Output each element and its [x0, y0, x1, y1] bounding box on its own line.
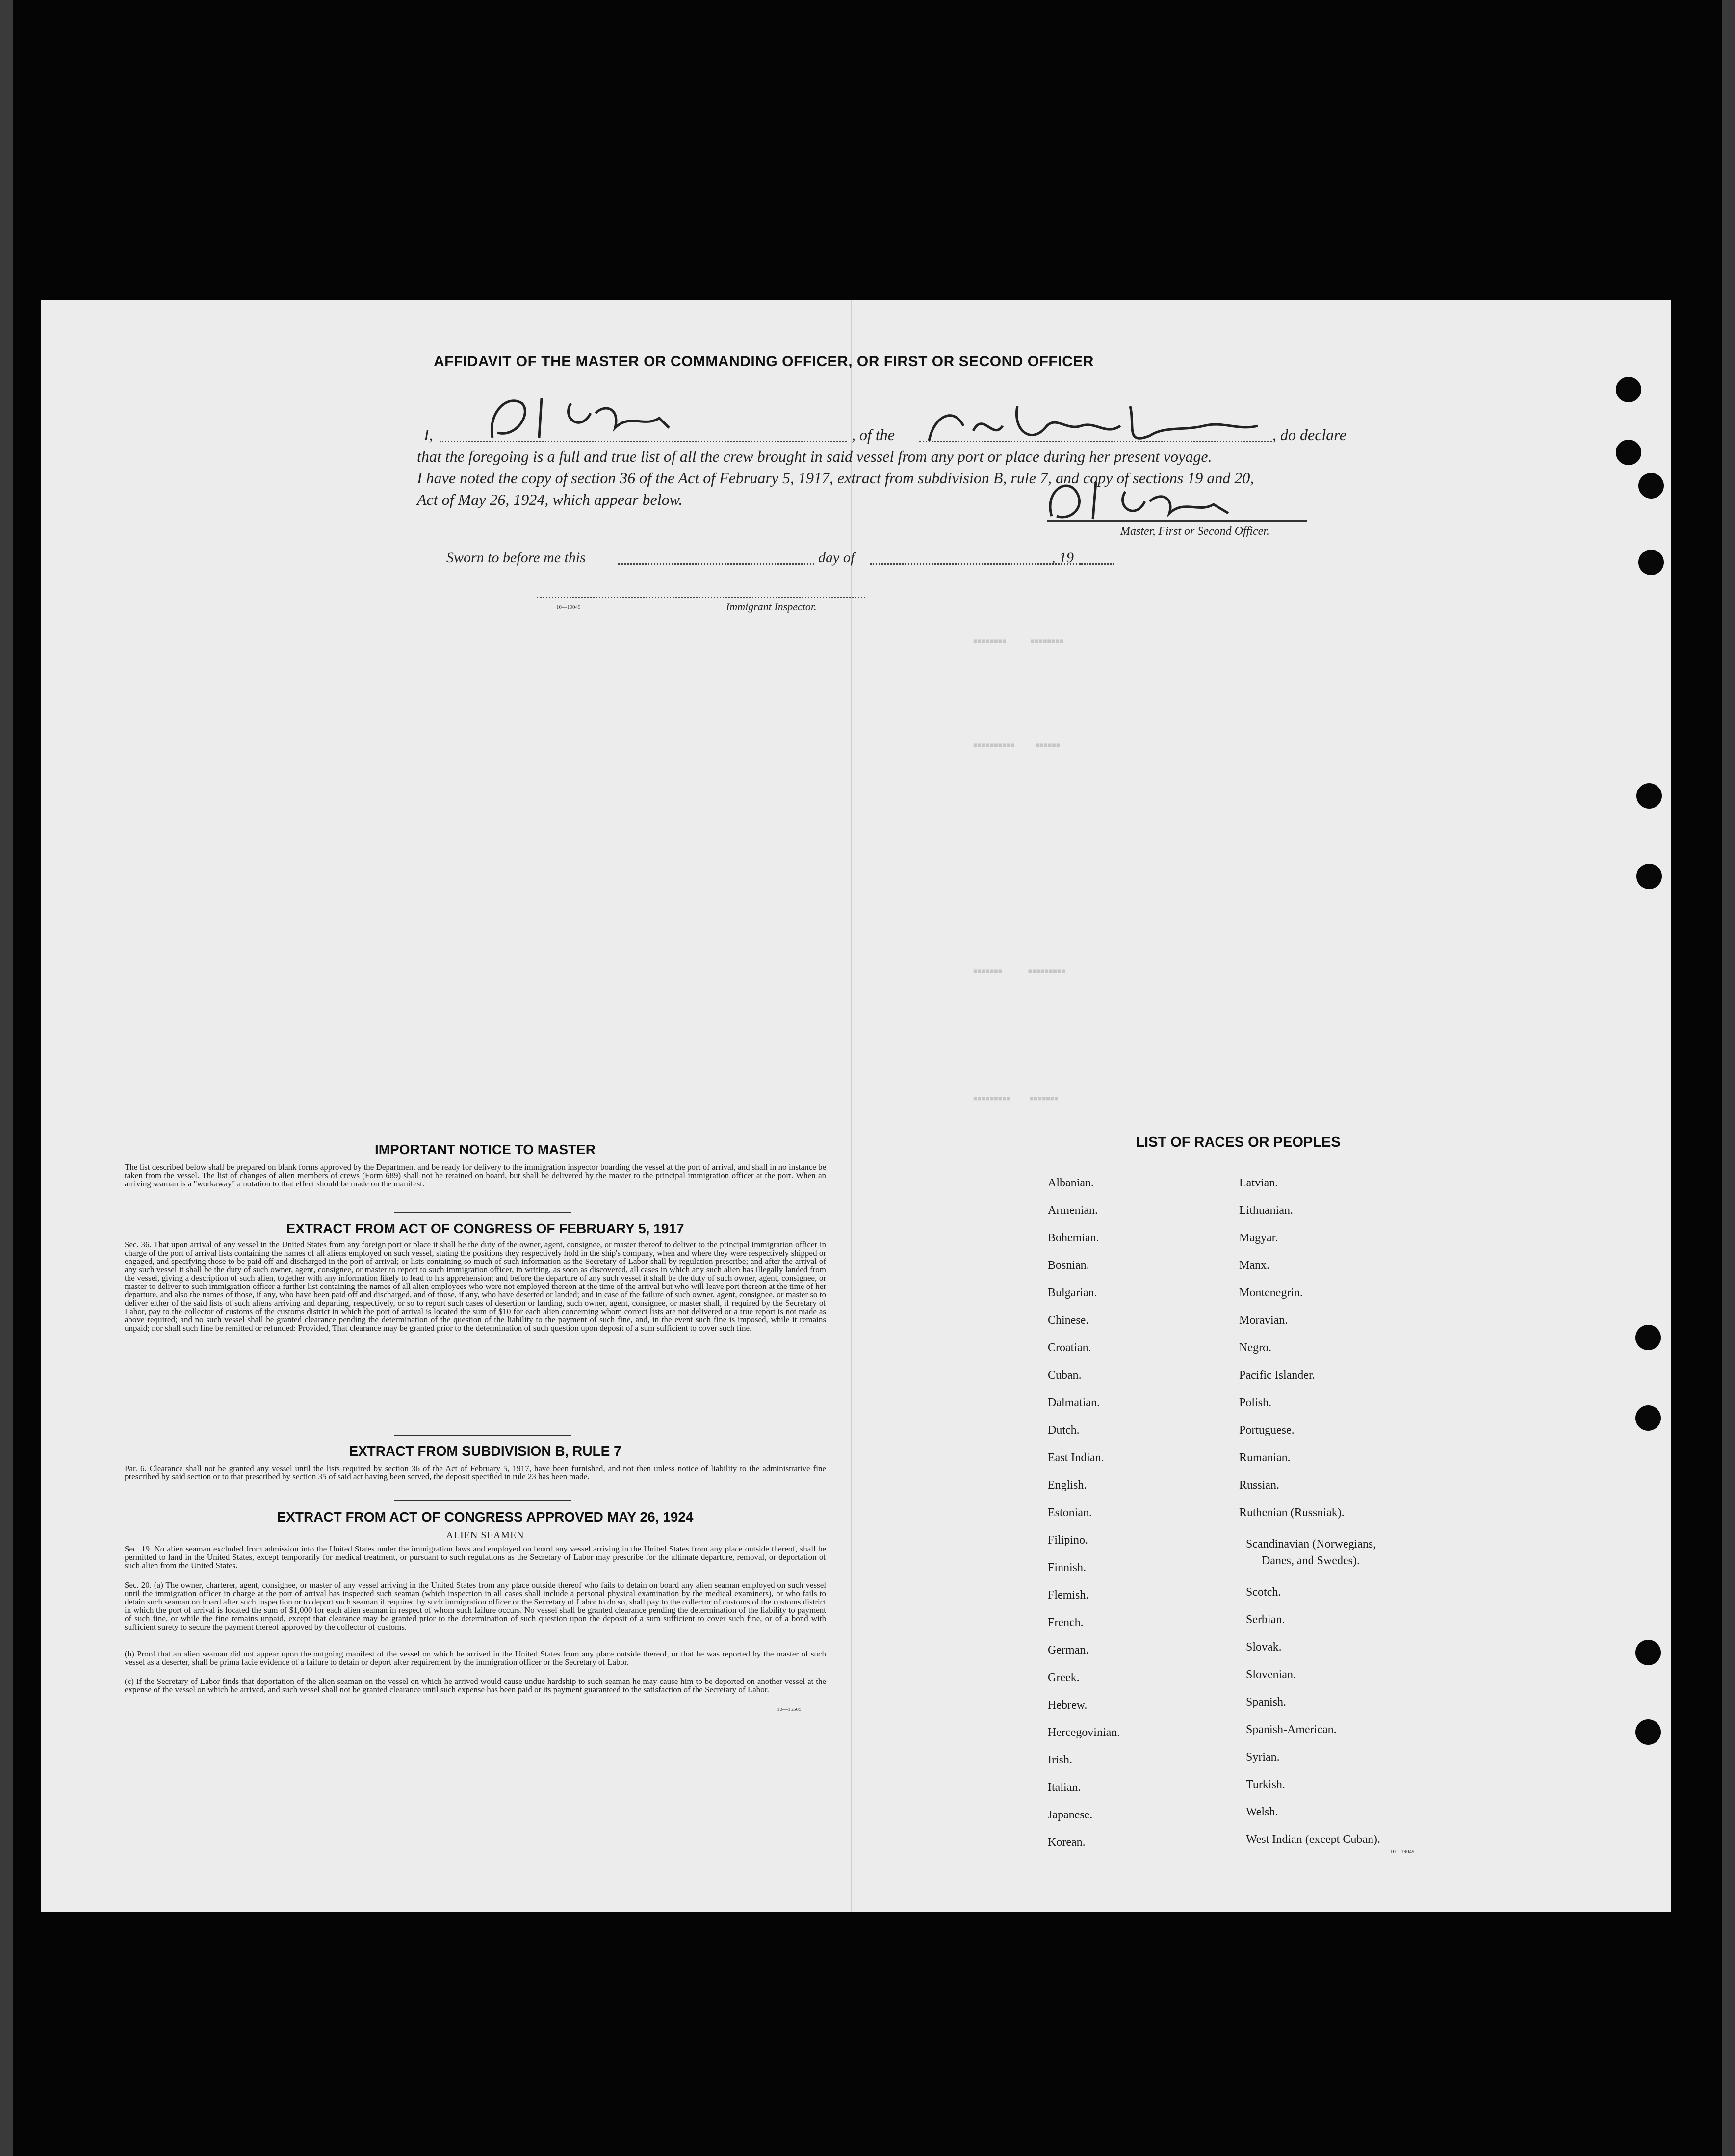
race-item: Albanian.: [1048, 1177, 1094, 1189]
extract-1917-body: Sec. 36. That upon arrival of any vessel in the United States from any foreign port or place it shall be the duty of the owner, agent, consignee, or master thereof to deliver to the principal immigration officer in charge of the port of arrival lists containing the names of all aliens employed on such vessel, stating the positions they respectively hold in the ship's company, when and where they were respectively shipped or engaged, and specifying those to be paid off and discharged in the port of arrival; or lists containing so much of such information as the Secretary of Labor shall by regulation prescribe; and after the arrival of any such vessel it shall be the duty of such owner, agent, consignee, or master to report to such immigration officer, in writing, as soon as discovered, all cases in which any such alien has illegally landed from the vessel, giving a description of such alien, together with any information likely to lead to his apprehension; and before the departure of any such vessel it shall be the duty of such owner, agent, consignee, or master to deliver to such immigration officer a further list containing the names of all alien employees who were not employed thereon at the time of the arrival but who will leave port thereon at the time of her departure, and also the names of those, if any, who have been paid off and discharged, and of those, if any, who have deserted or landed; and in case of the failure of such owner, agent, consignee, or master so to deliver either of the said lists of such aliens arriving and departing, respectively, or so to report such cases of desertion or landing, such owner, agent, consignee, or master shall, if required by the Secretary of Labor, pay to the collector of customs of the customs district in which the port of arrival is located the sum of $10 for each alien concerning whom correct lists are not delivered or a true report is not made as above required; and no such vessel shall be granted clearance pending the determination of the question of the liability to the payment of such fine, and, in the event such fine is imposed, while it remains unpaid; nor shall such fine be remitted or refunded: Provided, That clearance may be granted prior to the determination of such question upon deposit of a sum sufficient to cover such fine.: [125, 1240, 826, 1333]
race-item: Dutch.: [1048, 1424, 1080, 1437]
officer-signature-line: [1047, 520, 1307, 522]
extract-1924-subtitle: ALIEN SEAMEN: [446, 1530, 524, 1541]
affidavit-line1-mid: , of the: [852, 426, 895, 444]
punch-hole: [1636, 783, 1662, 809]
race-item: Flemish.: [1048, 1589, 1089, 1602]
race-item: Spanish.: [1246, 1696, 1287, 1709]
film-edge-left: [0, 0, 13, 2156]
race-item: Hercegovinian.: [1048, 1726, 1120, 1739]
race-item: Irish.: [1048, 1754, 1072, 1766]
inspector-signature-blank: [537, 597, 865, 598]
race-item: Russian.: [1239, 1479, 1280, 1492]
extract-rule7-body: Par. 6. Clearance shall not be granted any vessel until the lists required by section 36 of the Act of February 5, 1917, have been furnished, and not then unless notice of liability to the administrative fine prescribed by said section or to that prescribed by section 35 of said act having been served, the deposit specified in rule 23 has been made.: [125, 1464, 826, 1481]
races-form-number: 10—19049: [1390, 1849, 1415, 1855]
race-item: Latvian.: [1239, 1177, 1278, 1189]
section-divider: [394, 1212, 571, 1213]
punch-hole: [1638, 473, 1664, 499]
race-item: Cuban.: [1048, 1369, 1082, 1382]
punch-hole: [1635, 1325, 1661, 1350]
race-item: Moravian.: [1239, 1314, 1288, 1327]
race-item: Hebrew.: [1048, 1699, 1088, 1711]
punch-hole: [1635, 1405, 1661, 1431]
race-item: Greek.: [1048, 1671, 1080, 1684]
affidavit-line3: I have noted the copy of section 36 of the Act of February 5, 1917, extract from subdivision B, rule 7, and copy of sections 19 and 20,: [417, 469, 1254, 487]
affidavit-line4: Act of May 26, 1924, which appear below.: [417, 491, 683, 508]
extract-form-number: 10—15509: [777, 1707, 802, 1712]
affidavit-line1-start: I,: [424, 426, 433, 444]
race-item: Finnish.: [1048, 1561, 1087, 1574]
master-signature: [483, 384, 748, 447]
section-divider: [394, 1435, 571, 1436]
race-item: Manx.: [1239, 1259, 1269, 1272]
affidavit-title: AFFIDAVIT OF THE MASTER OR COMMANDING OFFICER, OR FIRST OR SECOND OFFICER: [434, 353, 1094, 369]
punch-hole: [1616, 440, 1641, 465]
sworn-line-start: Sworn to before me this: [446, 550, 586, 566]
bleed-through-row: ■■■■■■■ ■■■■■■■■■: [973, 968, 1065, 975]
race-item: Scotch.: [1246, 1586, 1281, 1599]
inspector-caption: Immigrant Inspector.: [726, 601, 817, 613]
bleed-through-row: ■■■■■■■■■■ ■■■■■■: [973, 742, 1061, 749]
punch-hole: [1636, 864, 1662, 889]
races-title: LIST OF RACES OR PEOPLES: [1136, 1134, 1341, 1150]
race-item: Dalmatian.: [1048, 1396, 1100, 1409]
race-item: East Indian.: [1048, 1451, 1104, 1464]
bleed-through-row: ■■■■■■■■ ■■■■■■■■: [973, 638, 1064, 645]
vessel-name-handwriting: [919, 396, 1272, 450]
officer-signature: [1042, 472, 1277, 526]
race-item: French.: [1048, 1616, 1084, 1629]
race-item: Bulgarian.: [1048, 1287, 1097, 1299]
race-item: Serbian.: [1246, 1613, 1285, 1626]
section-divider: [394, 1500, 571, 1501]
affidavit-line2: that the foregoing is a full and true list of all the crew brought in said vessel from any port or place during her present voyage.: [417, 447, 1212, 465]
affidavit-line1-end: , do declare: [1272, 426, 1347, 444]
officer-caption: Master, First or Second Officer.: [1120, 525, 1269, 538]
race-item: Polish.: [1239, 1396, 1272, 1409]
notice-title: IMPORTANT NOTICE TO MASTER: [374, 1142, 596, 1157]
punch-hole: [1616, 377, 1641, 402]
race-item: Chinese.: [1048, 1314, 1089, 1327]
race-item: Filipino.: [1048, 1534, 1088, 1547]
race-item: Pacific Islander.: [1239, 1369, 1315, 1382]
race-item: Negro.: [1239, 1341, 1271, 1354]
race-item: Portuguese.: [1239, 1424, 1295, 1437]
film-edge-right: [1722, 0, 1735, 2156]
race-item: Montenegrin.: [1239, 1287, 1303, 1299]
race-item: Turkish.: [1246, 1778, 1285, 1791]
race-item: West Indian (except Cuban).: [1246, 1833, 1380, 1846]
extract-1924-title: EXTRACT FROM ACT OF CONGRESS APPROVED MAY 26, 1924: [277, 1509, 694, 1525]
race-item: Korean.: [1048, 1836, 1086, 1849]
race-item-continued: Danes, and Swedes).: [1262, 1554, 1360, 1567]
punch-hole: [1635, 1640, 1661, 1665]
race-item: Rumanian.: [1239, 1451, 1291, 1464]
extract-1924-sec20a: Sec. 20. (a) The owner, charterer, agent, consignee, or master of any vessel arriving in the United States from any place outside thereof who fails to detain on board any alien seaman employed on such vessel until the immigration officer in charge at the port of arrival has inspected such seaman (which inspection in all cases shall include a personal physical examination by the medical examiners), or who fails to detain such seaman on board after such inspection or to deport such seaman if required by such immigration officer or the Secretary of Labor to do so, shall pay to the collector of customs of the customs district in which the port of arrival is located the sum of $1,000 for each alien seaman in respect of whom such failure occurs. No vessel shall be granted clearance pending the determination of the liability to payment of such fine, or while the fine remains unpaid, except that clearance may be granted prior to the determination of such question upon the deposit of a sum sufficient to cover such fine, or of a bond with sufficient surety to secure the payment thereof approved by the collector of customs.: [125, 1580, 826, 1631]
race-item: German.: [1048, 1644, 1089, 1656]
page-fold: [851, 300, 852, 1912]
punch-hole: [1638, 550, 1664, 575]
race-item: Lithuanian.: [1239, 1204, 1293, 1217]
race-item: Italian.: [1048, 1781, 1081, 1794]
race-item: Bohemian.: [1048, 1232, 1099, 1244]
race-item: Armenian.: [1048, 1204, 1098, 1217]
sworn-line-year: , 19: [1052, 550, 1074, 566]
race-item: Ruthenian (Russniak).: [1239, 1506, 1345, 1519]
race-item: Spanish-American.: [1246, 1723, 1337, 1736]
extract-1917-title: EXTRACT FROM ACT OF CONGRESS OF FEBRUARY 5, 1917: [286, 1221, 684, 1236]
affidavit-form-number: 10—19049: [556, 605, 581, 610]
extract-1924-sec20b: (b) Proof that an alien seaman did not appear upon the outgoing manifest of the vessel on which he arrived in the United States from any place outside thereof, or that he was reported by the master of such vessel as a deserter, shall be prima facie evidence of a failure to detain or deport after requirement by the immigration officer or the Secretary of Labor.: [125, 1649, 826, 1667]
race-item: Croatian.: [1048, 1341, 1091, 1354]
race-item: Scandinavian (Norwegians,: [1246, 1538, 1376, 1551]
race-item: Slovak.: [1246, 1641, 1282, 1654]
race-item: Welsh.: [1246, 1806, 1278, 1818]
notice-body: The list described below shall be prepared on blank forms approved by the Department and be ready for delivery to the immigration inspector boarding the vessel at the port of arrival, and shall in no instance be taken from the vessel. The list of changes of alien members of crews (Form 689) shall not be retained on board, but shall be delivered by the master to the principal immigration officer at the port. When an arriving seaman is a "workaway" a notation to that effect should be made on the manifest.: [125, 1162, 826, 1188]
sworn-date-blank: [618, 563, 814, 565]
race-item: Syrian.: [1246, 1751, 1280, 1763]
bleed-through-row: ■■■■■■■■■ ■■■■■■■: [973, 1095, 1059, 1103]
race-item: English.: [1048, 1479, 1087, 1492]
manifest-page: [41, 300, 1671, 1912]
race-item: Magyar.: [1239, 1232, 1278, 1244]
race-item: Slovenian.: [1246, 1668, 1296, 1681]
race-item: Japanese.: [1048, 1809, 1093, 1821]
extract-rule7-title: EXTRACT FROM SUBDIVISION B, RULE 7: [349, 1444, 621, 1459]
race-item: Bosnian.: [1048, 1259, 1089, 1272]
extract-1924-sec20c: (c) If the Secretary of Labor finds that deportation of the alien seaman on the vessel on which he arrived would cause undue hardship to such seaman he may cause him to be deported on another vessel at the expense of the vessel on which he arrived, and such vessel shall not be granted clearance until such expense has been paid or its payment guaranteed to the satisfaction of the Secretary of Labor.: [125, 1677, 826, 1694]
sworn-year-blank: [1080, 563, 1114, 565]
race-item: Estonian.: [1048, 1506, 1092, 1519]
punch-hole: [1635, 1719, 1661, 1745]
sworn-line-day: day of: [818, 550, 855, 566]
extract-1924-sec19: Sec. 19. No alien seaman excluded from admission into the United States under the immigration laws and employed on board any vessel arriving in the United States from any place outside thereof, shall be permitted to land in the United States, except temporarily for medical treatment, or pursuant to such regulations as the Secretary of Labor may prescribe for the ultimate departure, removal, or deportation of such alien from the United States.: [125, 1544, 826, 1570]
